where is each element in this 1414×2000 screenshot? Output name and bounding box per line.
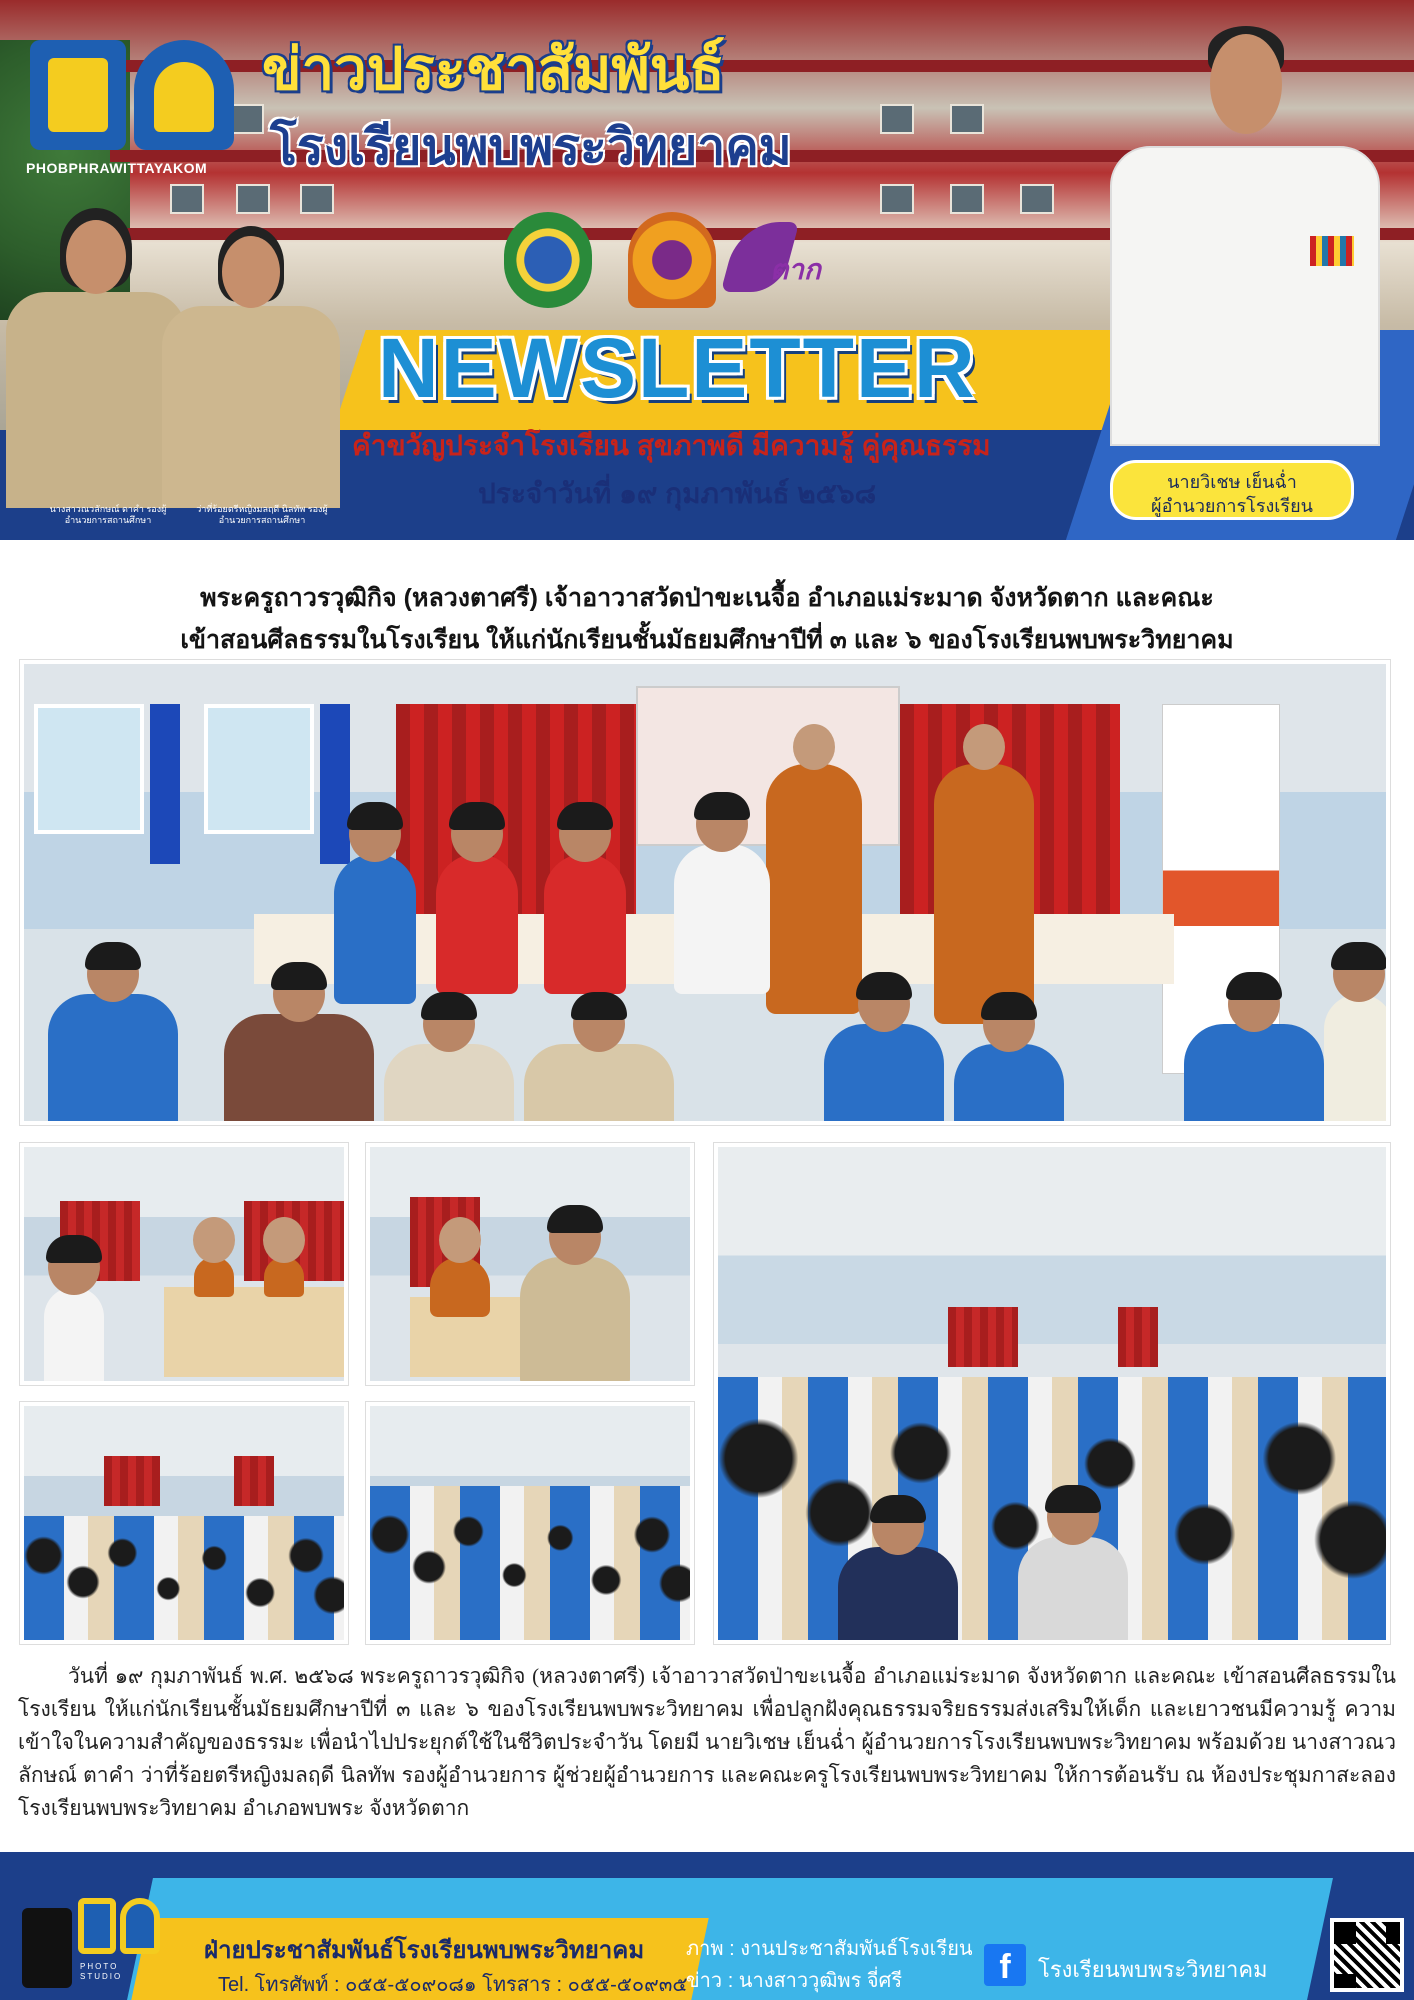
student-figure (48, 994, 178, 1125)
student-figure (838, 1547, 958, 1644)
deputy-director-photo (162, 226, 340, 508)
student-crowd (24, 1516, 348, 1644)
headline-line-1: พระครูถาวรวุฒิกิจ (หลวงตาศรี) เจ้าอาวาสวัดป่าขะเนจื้อ อำเภอแม่ระมาด จังหวัดตาก และคณะ (200, 584, 1214, 612)
event-photo-3 (20, 1402, 348, 1644)
stage-curtain (1118, 1307, 1158, 1367)
school-logo (30, 40, 236, 160)
event-photo-2 (366, 1143, 694, 1385)
tak-province-logo: ตาก (730, 222, 840, 296)
header-title: ข่าวประชาสัมพันธ์ (262, 37, 725, 102)
facebook-icon[interactable]: f (984, 1944, 1026, 1986)
student-figure (524, 1044, 674, 1125)
newsletter-title: NEWSLETTER (378, 321, 977, 415)
contact-phone: Tel. โทรศัพท์ : ๐๕๕-๕๐๙๐๘๑ โทรสาร : ๐๕๕-๕๐๙๓๕ (218, 1974, 688, 1996)
blue-curtain (320, 704, 350, 864)
news-credit: ข่าว : นางสาววุฒิพร จี่ศรี (686, 1970, 903, 1992)
main-event-photo (20, 660, 1390, 1125)
stage-curtain (104, 1456, 160, 1506)
monk-figure (194, 1257, 234, 1297)
monk-figure (264, 1257, 304, 1297)
newsletter-header (0, 0, 1414, 540)
pr-department: ฝ่ายประชาสัมพันธ์โรงเรียนพบพระวิทยาคม (204, 1937, 645, 1964)
hall-window (34, 704, 144, 834)
speaker-figure (44, 1287, 104, 1385)
student-figure (1324, 994, 1390, 1125)
education-emblem (628, 212, 716, 308)
photo-studio-logo (78, 1898, 160, 1960)
deputy-caption: ว่าที่ร้อยตรีหญิงมลฤดี นิลทัพ รองผู้อำนวยการสถานศึกษา (196, 504, 328, 525)
building-window (950, 104, 984, 134)
building-window (880, 104, 914, 134)
director-nameplate (1110, 460, 1354, 520)
school-motto: คำขวัญประจำโรงเรียน สุขภาพดี มีความรู้ คู่คุณธรรม (352, 430, 991, 461)
district-emblem (504, 212, 592, 308)
building-window (236, 184, 270, 214)
draped-table (164, 1287, 344, 1377)
newsletter-footer (0, 1852, 1414, 2000)
director-photo (1110, 26, 1380, 446)
student-figure (954, 1044, 1064, 1125)
event-photo-5 (714, 1143, 1390, 1644)
monk-figure (430, 1257, 490, 1317)
building-window (300, 184, 334, 214)
director-title: ผู้อำนวยการโรงเรียน (1151, 496, 1313, 516)
student-crowd (370, 1486, 694, 1644)
camera-icon (22, 1908, 72, 1988)
blue-curtain (150, 704, 180, 864)
school-name: โรงเรียนพบพระวิทยาคม (270, 119, 792, 175)
building-window (880, 184, 914, 214)
deputy-director-photo (6, 208, 186, 508)
director-figure (674, 844, 770, 994)
monk-figure (934, 764, 1034, 1024)
student-figure (520, 1257, 630, 1385)
building-window (1020, 184, 1054, 214)
news-body-paragraph: วันที่ ๑๙ กุมภาพันธ์ พ.ศ. ๒๕๖๘ พระครูถาวรวุฒิกิจ (หลวงตาศรี) เจ้าอาวาสวัดป่าขะเนจื้อ อำเภอแม่ระมาด จังหวัดตาก และคณะ เข้าสอนศีลธรรมในโรงเรียน ให้แก่นักเรียนชั้นมัธยมศึกษาปีที่ ๓ และ ๖ ของโรงเรียนพบพระวิทยาคม เพื่อปลูกฝังคุณธรรมจริยธรรมส่งเสริมให้เด็ก และเยาวชนมีความรู้ ความเข้าใจในความสำคัญของธรรมะ เพื่อนำไปประยุกต์ใช้ในชีวิตประจำวัน โดยมี นายวิเชษ เย็นฉ่ำ ผู้อำนวยการโรงเรียนพบพระวิทยาคม พร้อมด้วย นางสาวณวลักษณ์ ตาคำ ว่าที่ร้อยตรีหญิงมลฤดี นิลทัพ รองผู้อำนวยการ ผู้ช่วยผู้อำนวยการ และคณะครูโรงเรียนพบพระวิทยาคม ให้การต้อนรับ ณ ห้องประชุมกาสะลอง โรงเรียนพบพระวิทยาคม อำเภอพบพระ จังหวัดตาก (18, 1664, 1396, 1820)
headline-line-2: เข้าสอนศีลธรรมในโรงเรียน ให้แก่นักเรียนชั้นมัธยมศึกษาปีที่ ๓ และ ๖ ของโรงเรียนพบพระวิทยาคม (180, 626, 1234, 654)
medal-ribbon-icon (1310, 236, 1354, 266)
studio-caption: PHOTO STUDIO (80, 1962, 123, 1981)
photo-credit: ภาพ : งานประชาสัมพันธ์โรงเรียน (686, 1938, 973, 1960)
hall-window (204, 704, 314, 834)
student-figure (824, 1024, 944, 1125)
stage-curtain (948, 1307, 1018, 1367)
issue-date: ประจำวันที่ ๑๙ กุมภาพันธ์ ๒๕๖๘ (478, 478, 877, 509)
event-photo-4 (366, 1402, 694, 1644)
monk-figure (766, 764, 862, 1014)
student-figure (1184, 1024, 1324, 1125)
student-figure (224, 1014, 374, 1125)
student-figure (384, 1044, 514, 1125)
teacher-figure (544, 854, 626, 994)
logo-caption: PHOBPHRAWITTAYAKOM (26, 160, 208, 176)
event-photo-1 (20, 1143, 348, 1385)
building-window (950, 184, 984, 214)
director-name: นายวิเชษ เย็นฉ่ำ (1167, 472, 1297, 492)
deputy-caption: นางสาวณวลักษณ์ ตาคำ รองผู้อำนวยการสถานศึกษา (49, 504, 167, 525)
teacher-figure (436, 854, 518, 994)
qr-code[interactable] (1330, 1918, 1404, 1992)
student-figure (1018, 1537, 1128, 1644)
facebook-page-link[interactable]: โรงเรียนพบพระวิทยาคม (1038, 1957, 1268, 1982)
teacher-figure (334, 854, 416, 1004)
stage-curtain (234, 1456, 274, 1506)
